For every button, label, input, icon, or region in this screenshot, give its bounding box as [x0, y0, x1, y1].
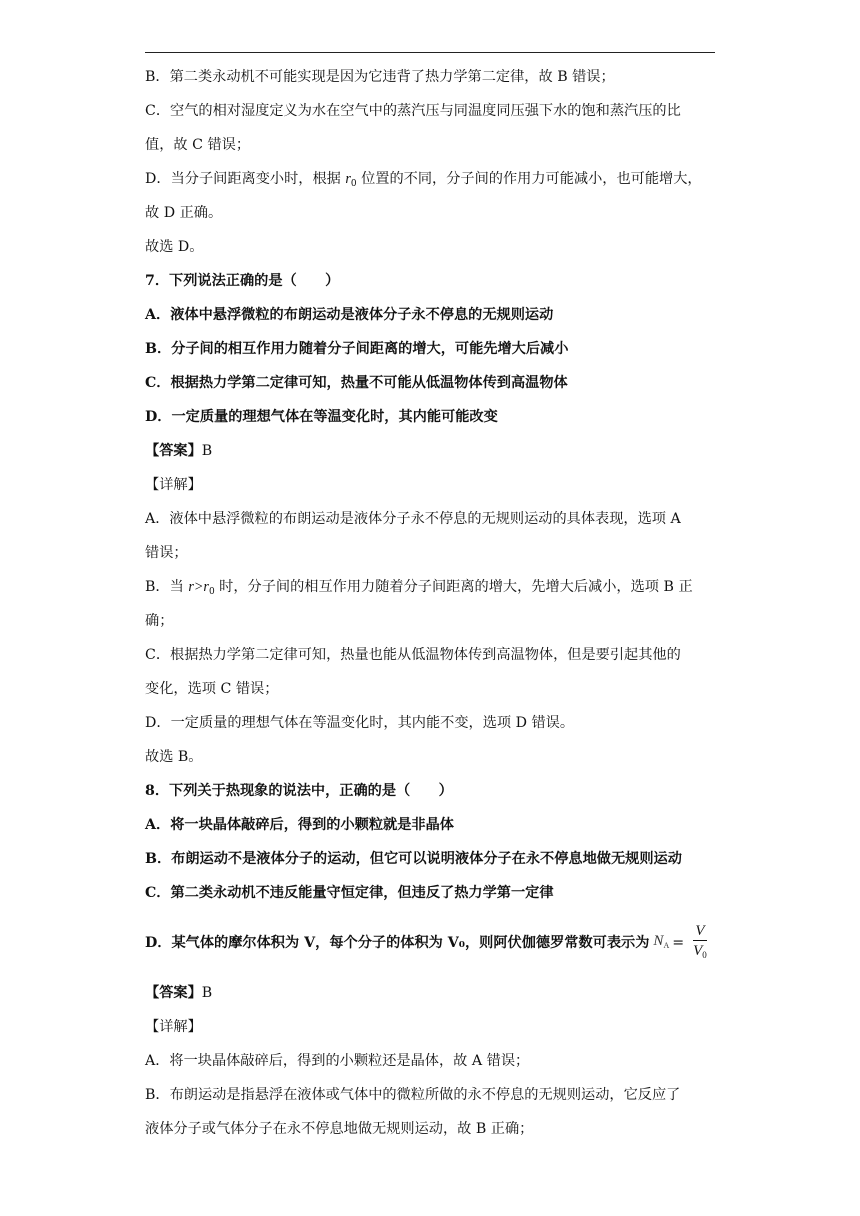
document-body [145, 60, 715, 1146]
subscript: A [663, 940, 670, 950]
conclusion: 故选 D。 [145, 239, 204, 255]
question-7-option-c: C．根据热力学第二定律可知，热量不可能从低温物体传到高温物体 [145, 375, 568, 391]
header-rule [145, 52, 715, 53]
explanation-d-line1 [145, 162, 715, 196]
detail-7-c-line2: 变化，选项 C 错误； [145, 681, 279, 697]
v-symbol: V [693, 942, 703, 959]
question-7-option-b: B．分子间的相互作用力随着分子间距离的增大，可能先增大后减小 [145, 341, 569, 357]
detail-8-b-line2: 液体分子或气体分子在永不停息地做无规则运动，故 B 正确； [145, 1121, 534, 1137]
subscript: 0 [702, 949, 707, 960]
detail-7-b-line1 [145, 570, 715, 604]
detail-7-d: D．一定质量的理想气体在等温变化时，其内能不变，选项 D 错误。 [145, 715, 575, 731]
equals-sign: = [672, 935, 685, 951]
question-8: 8．下列关于热现象的说法中，正确的是（ ） [145, 783, 453, 799]
fraction [693, 922, 707, 965]
text: 位置的不同，分子间的作用力可能减小，也可能增大， [356, 171, 702, 187]
question-8-option-a: A．将一块晶体敲碎后，得到的小颗粒就是非晶体 [145, 817, 454, 833]
denominator [693, 941, 707, 965]
numerator: V [695, 922, 705, 939]
answer-label: 【答案】 [145, 985, 202, 1001]
explanation-d-line2: 故 D 正确。 [145, 205, 223, 221]
explanation-c-line2: 值，故 C 错误； [145, 137, 251, 153]
detail-label-8: 【详解】 [145, 1019, 202, 1035]
detail-7-a-line2: 错误； [145, 545, 188, 561]
question-8-option-b: B．布朗运动不是液体分子的运动，但它可以说明液体分子在永不停息地做无规则运动 [145, 851, 682, 867]
detail-label-7: 【详解】 [145, 477, 202, 493]
subscript: 0 [350, 179, 357, 189]
answer-label: 【答案】 [145, 443, 202, 459]
detail-8-a: A．将一块晶体敲碎后，得到的小颗粒还是晶体，故 A 错误； [145, 1053, 530, 1069]
question-7: 7．下列说法正确的是（ ） [145, 273, 340, 289]
answer-8 [145, 976, 715, 1010]
detail-7-b-line2: 确； [145, 613, 174, 629]
avogadro-symbol [653, 924, 669, 963]
answer-value: B [201, 985, 213, 1001]
r-symbol: r [345, 171, 351, 187]
detail-8-b-line1: B．布朗运动是指悬浮在液体或气体中的微粒所做的永不停息的无规则运动，它反应了 [145, 1087, 681, 1103]
subscript: 0 [208, 587, 215, 597]
explanation-c-line1: C．空气的相对湿度定义为水在空气中的蒸汽压与同温度同压强下水的饱和蒸汽压的比 [145, 103, 681, 119]
detail-7-c-line1: C．根据热力学第二定律可知，热量也能从低温物体传到高温物体，但是要引起其他的 [145, 647, 681, 663]
question-8-option-c: C．第二类永动机不违反能量守恒定律，但违反了热力学第一定律 [145, 885, 554, 901]
r-symbol: r>r [188, 579, 209, 595]
detail-7-a-line1: A．液体中悬浮微粒的布朗运动是液体分子永不停息的无规则运动的具体表现，选项 A [145, 511, 681, 527]
answer-7 [145, 434, 715, 468]
question-7-option-d: D．一定质量的理想气体在等温变化时，其内能可能改变 [145, 409, 498, 425]
option-d-text: D．某气体的摩尔体积为 V，每个分子的体积为 V₀，则阿伏伽德罗常数可表示为 [145, 935, 650, 951]
text: 时，分子间的相互作用力随着分子间距离的增大，先增大后减小，选项 B 正 [214, 579, 693, 595]
text: D．当分子间距离变小时，根据 [145, 171, 346, 187]
text: B．当 [145, 579, 189, 595]
explanation-b: B．第二类永动机不可能实现是因为它违背了热力学第二定律，故 B 错误； [145, 69, 615, 85]
answer-value: B [201, 443, 213, 459]
question-8-option-d [145, 910, 715, 976]
n-symbol: N [653, 932, 664, 949]
question-7-option-a: A．液体中悬浮微粒的布朗运动是液体分子永不停息的无规则运动 [145, 307, 554, 323]
conclusion-7: 故选 B。 [145, 749, 203, 765]
